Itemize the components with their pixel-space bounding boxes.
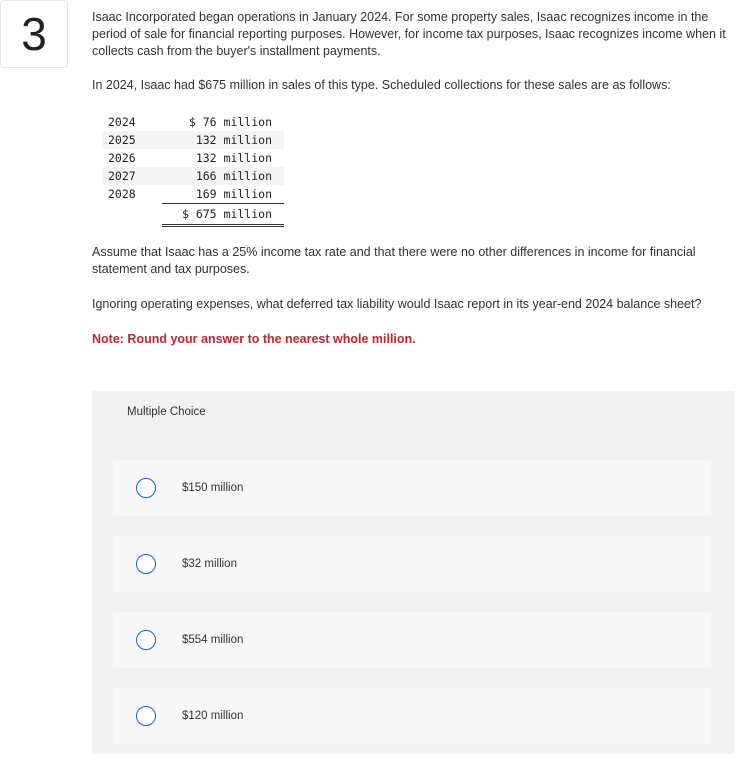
collections-schedule-table bbox=[102, 113, 284, 227]
answer-option-label: $150 million bbox=[182, 482, 244, 494]
schedule-year: 2024 bbox=[108, 115, 136, 129]
schedule-total-row bbox=[102, 204, 284, 226]
answer-option-120[interactable] bbox=[113, 688, 711, 744]
schedule-amount: 166 million bbox=[162, 167, 284, 185]
answer-option-label: $120 million bbox=[182, 710, 244, 722]
schedule-amount: $ 76 million bbox=[188, 115, 272, 129]
radio-circle-icon[interactable] bbox=[136, 706, 156, 726]
radio-circle-icon[interactable] bbox=[136, 630, 156, 650]
schedule-year: 2025 bbox=[102, 131, 162, 149]
answer-option-label: $32 million bbox=[182, 558, 237, 570]
schedule-year: 2026 bbox=[108, 151, 136, 165]
answer-option-label: $554 million bbox=[182, 634, 244, 646]
schedule-total-spacer bbox=[102, 204, 162, 226]
radio-circle-icon[interactable] bbox=[136, 478, 156, 498]
rounding-note: Note: Round your answer to the nearest whole million. bbox=[92, 332, 416, 346]
radio-circle-icon[interactable] bbox=[136, 554, 156, 574]
question-paragraph-sales: In 2024, Isaac had $675 million in sales of this type. Scheduled collections for these sales are as follows: bbox=[92, 78, 671, 92]
schedule-row bbox=[102, 185, 284, 204]
question-paragraph-intro: Isaac Incorporated began operations in January 2024. For some property sales, Isaac recognizes income in the period of sale for financial reporting purposes. However, for income tax purposes, Isaac recognizes income when it collects cash from the buyer's installment payments. bbox=[92, 10, 726, 58]
multiple-choice-title: Multiple Choice bbox=[127, 406, 206, 418]
schedule-row bbox=[102, 167, 284, 185]
schedule-year: 2027 bbox=[102, 167, 162, 185]
schedule-row bbox=[102, 113, 284, 131]
schedule-row bbox=[102, 149, 284, 167]
question-paragraph-assumption: Assume that Isaac has a 25% income tax rate and that there were no other differences in income for financial statement and tax purposes. bbox=[92, 245, 696, 276]
multiple-choice-panel bbox=[92, 391, 734, 754]
answer-option-32[interactable] bbox=[113, 536, 711, 592]
question-number: 3 bbox=[0, 0, 68, 68]
schedule-amount: 132 million bbox=[195, 151, 272, 165]
schedule-total-amount: $ 675 million bbox=[162, 204, 284, 226]
question-prompt: Ignoring operating expenses, what deferred tax liability would Isaac report in its year-end 2024 balance sheet? bbox=[92, 297, 702, 311]
schedule-year: 2028 bbox=[108, 187, 136, 202]
answer-option-150[interactable] bbox=[113, 460, 711, 516]
answer-option-554[interactable] bbox=[113, 612, 711, 668]
schedule-row bbox=[102, 131, 284, 149]
schedule-amount: 132 million bbox=[162, 131, 284, 149]
schedule-amount: 169 million bbox=[162, 185, 284, 204]
